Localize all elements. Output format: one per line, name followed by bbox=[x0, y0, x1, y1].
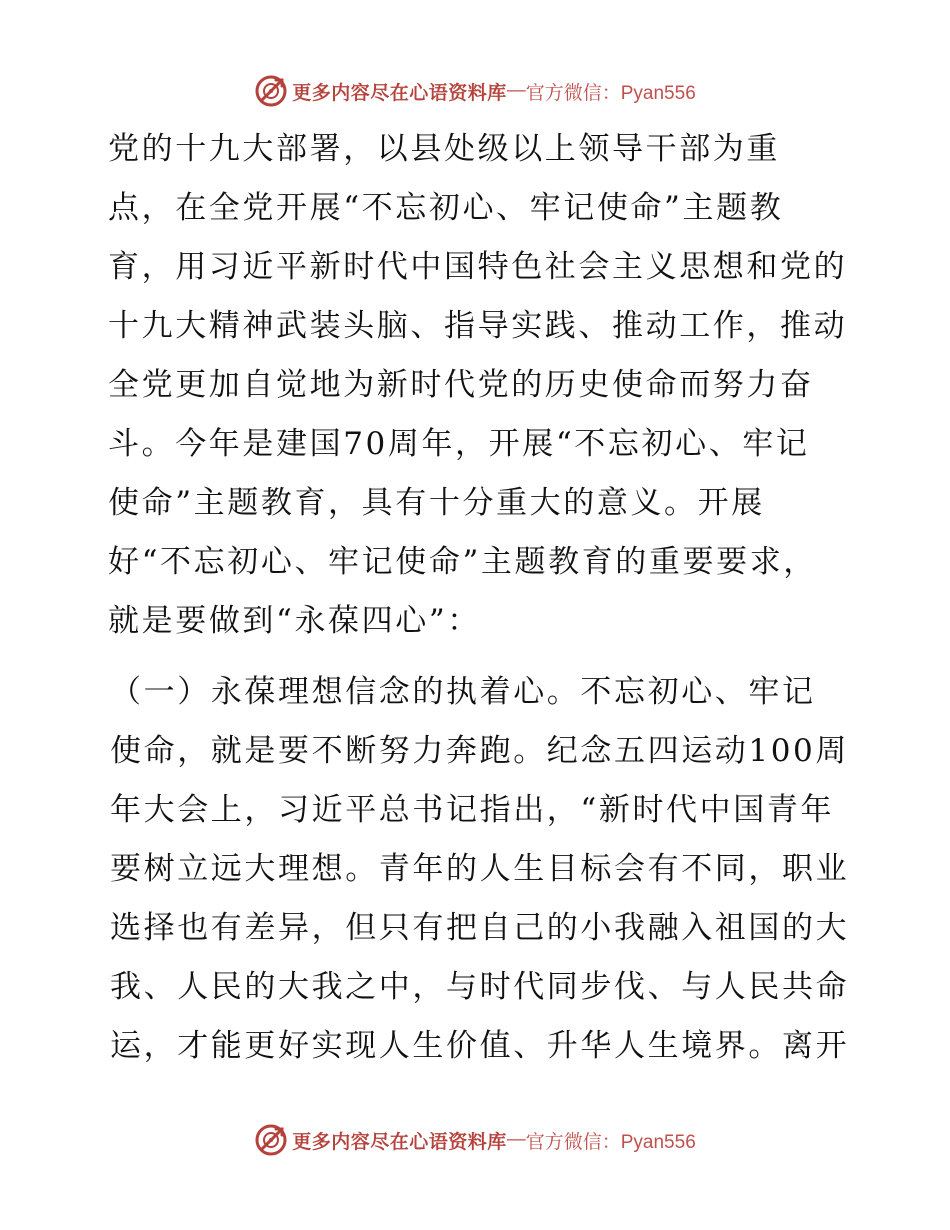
text-line: 十九大精神武装头脑、指导实践、推动工作，推动 bbox=[108, 308, 848, 344]
text-line: 要树立远大理想。青年的人生目标会有不同，职业 bbox=[110, 851, 850, 887]
brand-logo-icon bbox=[254, 74, 288, 108]
text-line: 选择也有差异，但只有把自己的小我融入祖国的大 bbox=[110, 910, 850, 946]
text-line: 育，用习近平新时代中国特色社会主义思想和党的 bbox=[108, 249, 848, 285]
banner-contact-text: 官方微信：Pyan556 bbox=[525, 1131, 696, 1153]
brand-logo-icon bbox=[254, 1123, 288, 1157]
footer-banner bbox=[0, 1120, 950, 1160]
text-line: 使命”主题教育，具有十分重大的意义。开展 bbox=[108, 485, 765, 521]
banner-contact-text: 官方微信：Pyan556 bbox=[525, 82, 696, 104]
banner-brand-text: 更多内容尽在心语资料库 bbox=[292, 1130, 507, 1153]
text-line: 我、人民的大我之中，与时代同步伐、与人民共命 bbox=[110, 969, 850, 1005]
text-line: 好“不忘初心、牢记使命”主题教育的重要要求， bbox=[108, 544, 817, 580]
document-body bbox=[98, 120, 858, 1076]
text-line: 党的十九大部署，以县处级以上领导干部为重 bbox=[108, 131, 780, 167]
banner-separator: — bbox=[506, 1129, 526, 1150]
banner-separator: — bbox=[506, 80, 526, 101]
header-banner bbox=[0, 71, 950, 111]
paragraph-1 bbox=[98, 120, 858, 651]
text-line: 运，才能更好实现人生价值、升华人生境界。离开 bbox=[110, 1028, 850, 1064]
banner-brand-text: 更多内容尽在心语资料库 bbox=[292, 81, 507, 104]
text-line: 全党更加自觉地为新时代党的历史使命而努力奋 bbox=[108, 367, 814, 403]
paragraph-2 bbox=[98, 663, 858, 1076]
text-line: 斗。今年是建国70周年，开展“不忘初心、牢记 bbox=[108, 426, 810, 462]
text-line: 就是要做到“永葆四心”： bbox=[108, 603, 481, 639]
text-line: 使命，就是要不断努力奔跑。纪念五四运动100周 bbox=[110, 733, 849, 769]
text-line: （一）永葆理想信念的执着心。不忘初心、牢记 bbox=[110, 674, 816, 710]
text-line: 年大会上，习近平总书记指出，“新时代中国青年 bbox=[110, 792, 835, 828]
text-line: 点，在全党开展“不忘初心、牢记使命”主题教 bbox=[108, 190, 784, 226]
